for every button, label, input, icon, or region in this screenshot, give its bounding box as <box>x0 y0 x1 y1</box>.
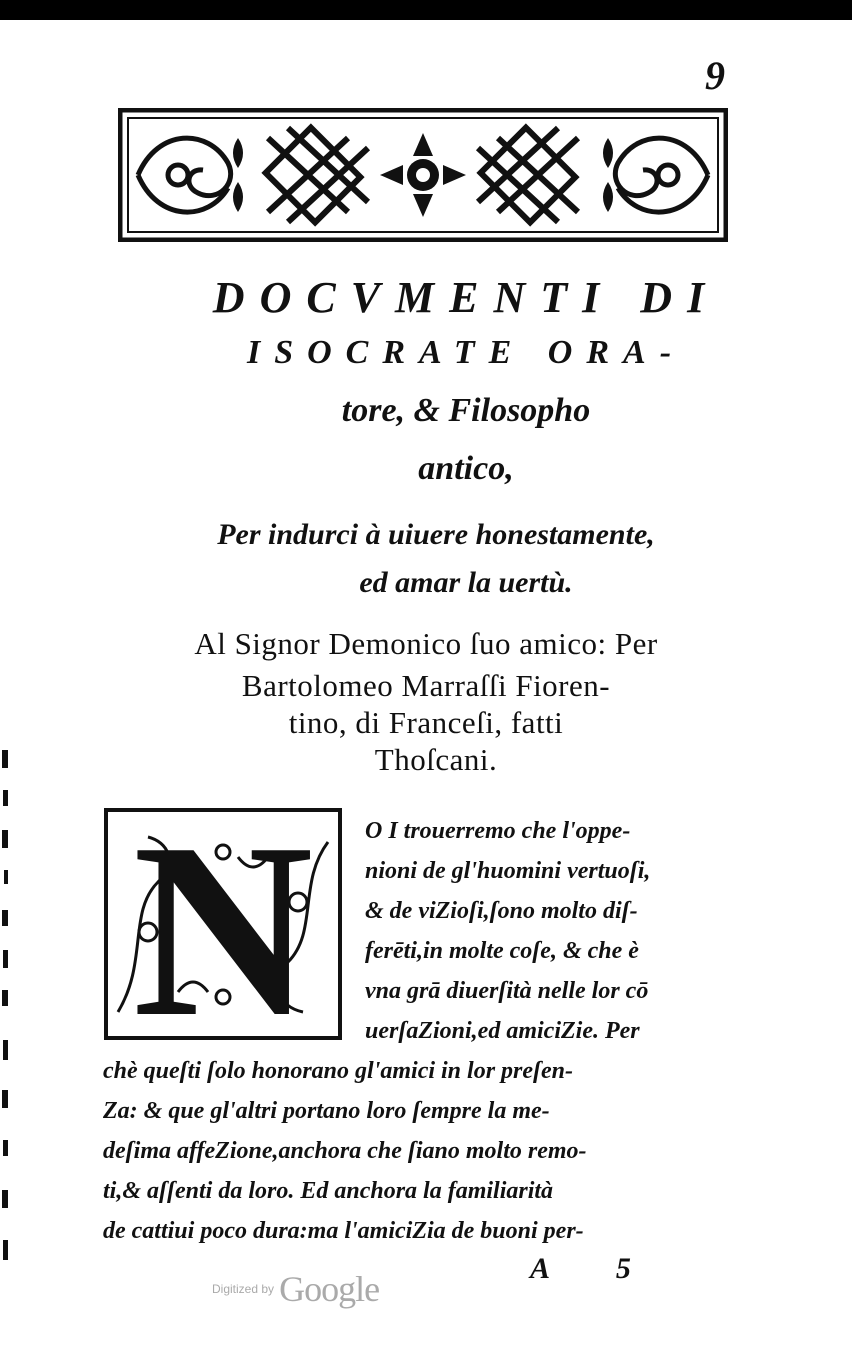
subtitle-line-2: ed amar la uertù. <box>359 566 573 599</box>
title-line-4: antico, <box>418 450 514 487</box>
watermark-prefix: Digitized by <box>212 1282 275 1296</box>
dedication-line-1: Al Signor Demonico ſuo amico: Per <box>194 626 658 661</box>
body-line-3: & de viZioſi,ſono molto diſ- <box>365 898 638 924</box>
woodcut-headpiece-ornament <box>118 108 728 242</box>
title-line-3: tore, & Filosopho <box>341 392 591 429</box>
dedication-line-2: Bartolomeo Marraſſi Fioren- <box>241 668 611 703</box>
body-line-8: Za: & que gl'altri portano loro ſempre la me- <box>103 1098 550 1124</box>
body-line-7: chè queſti ſolo honorano gl'amici in lor preſen- <box>103 1058 574 1084</box>
scan-top-edge <box>0 0 852 20</box>
body-line-6: uerſaZioni,ed amiciZie. Per <box>365 1018 640 1044</box>
dedication-line-3: tino, di Franceſi, fatti <box>288 705 564 740</box>
page-number: 9 <box>705 53 725 98</box>
initial-letter: N <box>132 808 314 1040</box>
body-line-1: O I trouerremo che l'oppe- <box>365 818 631 844</box>
body-line-11: de cattiui poco dura:ma l'amiciZia de buoni per- <box>103 1218 584 1244</box>
body-line-5: vna grā diuerſità nelle lor cō <box>365 978 649 1004</box>
dedication-line-4: Thoſcani. <box>374 742 498 777</box>
subtitle-line-1: Per indurci à uiuere honestamente, <box>217 518 655 551</box>
facing-page-bleed <box>0 750 14 1290</box>
body-line-4: ferēti,in molte coſe, & che è <box>365 938 639 964</box>
title-line-1: DOCVMENTI DI <box>212 273 720 322</box>
body-line-9: deſima affeZione,anchora che ſiano molto remo- <box>103 1138 587 1164</box>
signature-mark: A 5 <box>530 1252 661 1285</box>
body-line-2: nioni de gl'huomini vertuoſi, <box>365 858 651 884</box>
title-line-2: ISOCRATE ORA- <box>246 334 686 371</box>
decorated-initial <box>104 808 342 1040</box>
digitized-watermark <box>212 1268 379 1310</box>
body-line-10: ti,& aſſenti da loro. Ed anchora la familiarità <box>103 1178 554 1204</box>
google-logo: Google <box>279 1269 380 1309</box>
